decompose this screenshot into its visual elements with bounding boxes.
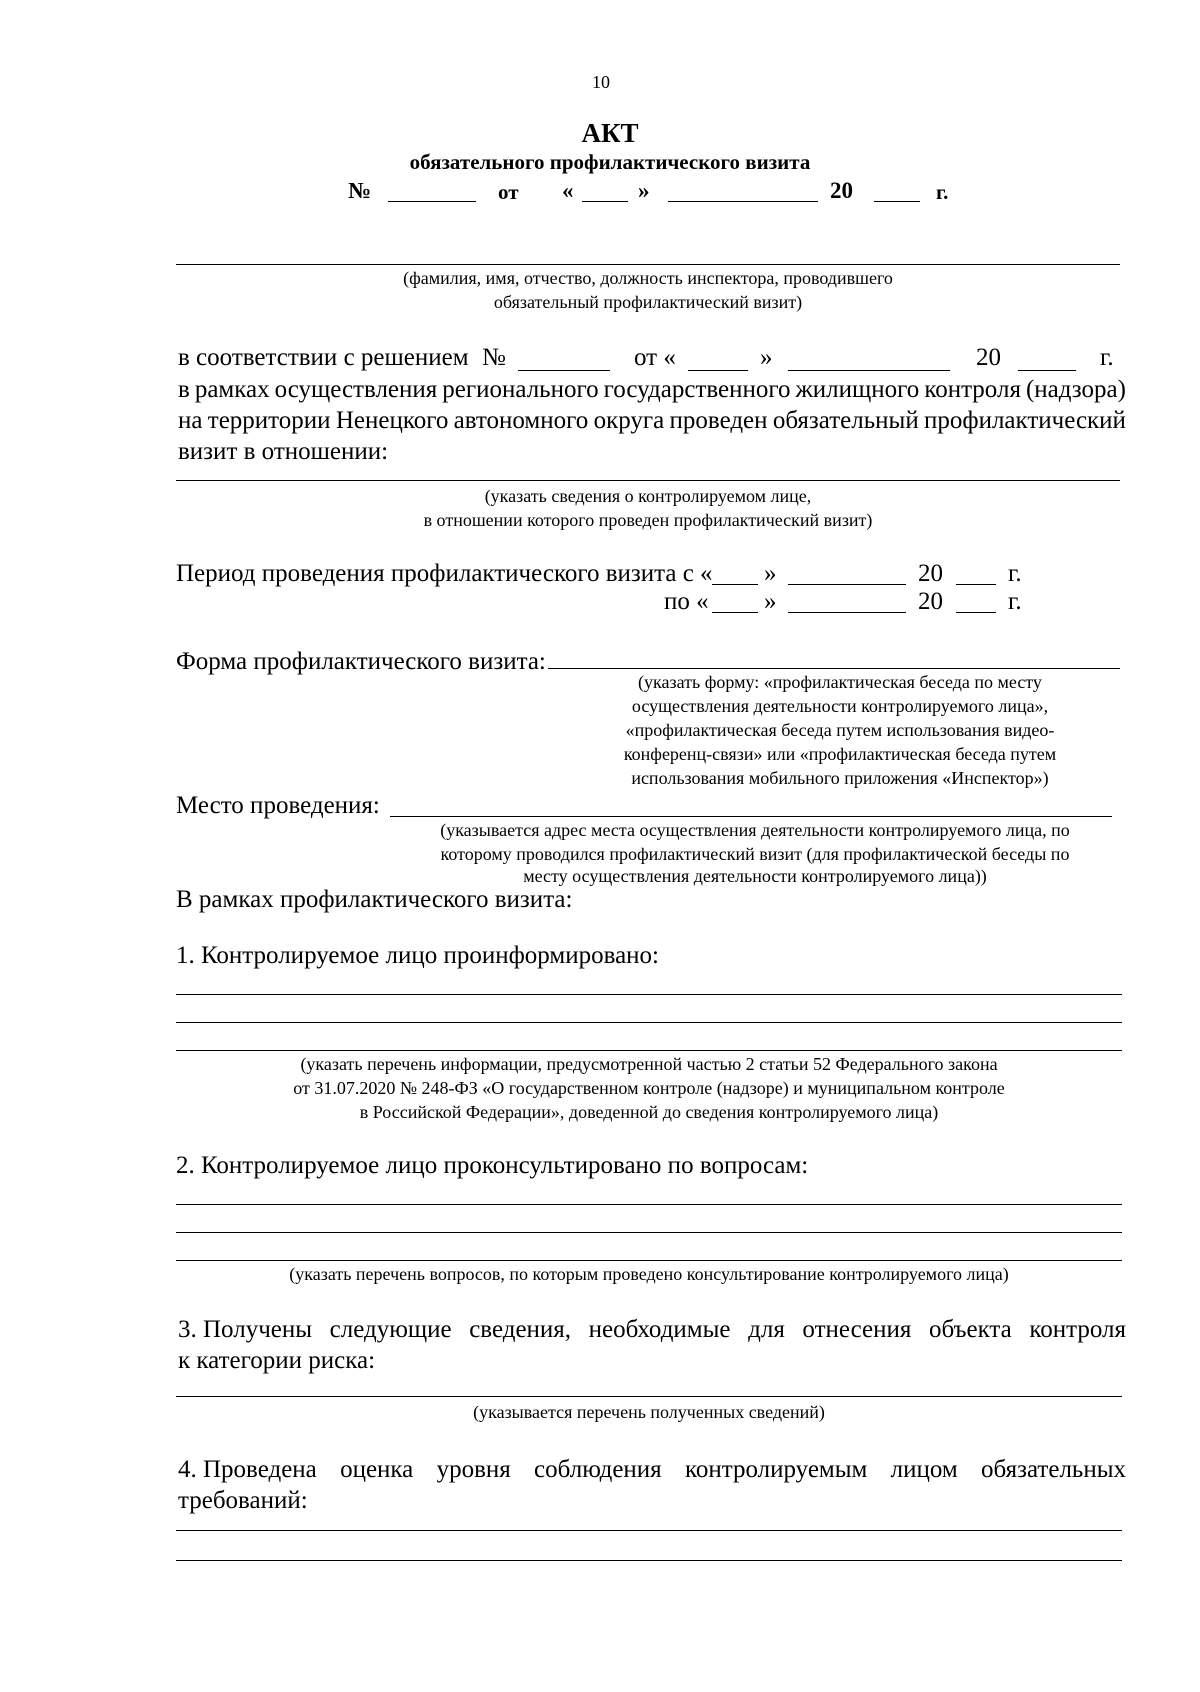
decision-ot: от « — [634, 344, 676, 371]
item3-line-1 — [178, 1314, 1126, 1345]
period-to-year-field[interactable] — [956, 612, 996, 613]
form-label: Форма профилактического визита: — [176, 648, 546, 675]
item2-field-3[interactable] — [176, 1260, 1122, 1261]
year-g: г. — [936, 180, 949, 204]
form-caption-3: «профилактическая беседа путем использования видео- — [625, 720, 1055, 740]
word: отнесения — [802, 1316, 912, 1343]
inspector-caption-2: обязательный профилактический визит) — [493, 292, 803, 312]
period-to-rquote: » — [764, 588, 777, 615]
basis-line-3: визит в отношении: — [178, 438, 389, 465]
document-subtitle: обязательного профилактического визита — [409, 150, 811, 174]
basis-line-1 — [178, 374, 1126, 405]
date-rquote: » — [638, 178, 650, 203]
word: контроля — [1029, 1316, 1126, 1343]
decision-day-field[interactable] — [688, 370, 748, 371]
person-caption-1: (указать сведения о контролируемом лице, — [484, 486, 812, 506]
word: Ненецкого — [335, 407, 449, 434]
decision-month-field[interactable] — [788, 370, 950, 371]
person-caption-2: в отношении которого проведен профилактический визит) — [423, 510, 873, 530]
item2-field-2[interactable] — [176, 1232, 1122, 1233]
inspector-caption-1: (фамилия, имя, отчество, должность инспектора, проводившего — [403, 268, 893, 288]
number-sign: № — [348, 178, 372, 203]
item3-paragraph — [178, 1314, 1126, 1376]
word: 4. Проведена — [178, 1456, 317, 1483]
period-to-day-field[interactable] — [712, 612, 758, 613]
document-title: АКТ — [581, 118, 639, 148]
decision-g: г. — [1100, 344, 1114, 371]
word: обязательный — [772, 407, 919, 434]
item4-line-1 — [178, 1454, 1126, 1485]
number-field[interactable] — [388, 201, 476, 202]
period-from-month-field[interactable] — [788, 584, 906, 585]
date-lquote: « — [562, 178, 574, 203]
word: (надзора) — [1025, 376, 1126, 403]
word: рамках — [194, 376, 270, 403]
date-ot: от — [498, 180, 519, 204]
item4-field-1[interactable] — [176, 1530, 1122, 1531]
year-prefix: 20 — [830, 178, 853, 203]
month-field[interactable] — [668, 201, 818, 202]
item2-field-1[interactable] — [176, 1204, 1122, 1205]
day-field[interactable] — [582, 201, 628, 202]
period-to-year: 20 — [918, 588, 943, 615]
item2-caption: (указать перечень вопросов, по которым проведено консультирование контролируемого лица) — [289, 1264, 1009, 1284]
word: в — [178, 376, 190, 403]
inspector-field[interactable] — [176, 264, 1120, 265]
place-field[interactable] — [390, 816, 1112, 817]
period-from-rquote: » — [764, 560, 777, 587]
word: территории — [207, 407, 331, 434]
item3-field[interactable] — [176, 1396, 1122, 1397]
word: контролируемым — [684, 1456, 868, 1483]
word: следующие — [329, 1316, 452, 1343]
place-caption-2: которому проводился профилактический визит (для профилактической беседы по — [440, 844, 1070, 864]
within-visit-heading: В рамках профилактического визита: — [176, 886, 573, 913]
word: для — [748, 1316, 785, 1343]
decision-prefix: в соответствии с решением — [178, 344, 469, 371]
period-from-year-field[interactable] — [956, 584, 996, 585]
period-to-g: г. — [1008, 588, 1022, 615]
word: обязательных — [981, 1456, 1126, 1483]
period-from-g: г. — [1008, 560, 1022, 587]
item1-field-2[interactable] — [176, 1022, 1122, 1023]
year-field[interactable] — [874, 201, 920, 202]
word: проведен — [669, 407, 768, 434]
item4-field-2[interactable] — [176, 1560, 1122, 1561]
period-from-year: 20 — [918, 560, 943, 587]
period-label: Период проведения профилактического визита с « — [176, 560, 713, 587]
word: государственного — [603, 376, 791, 403]
form-caption-4: конференц-связи» или «профилактическая беседа путем — [623, 744, 1057, 764]
word: 3. Получены — [178, 1316, 313, 1343]
word: сведения, — [469, 1316, 572, 1343]
word: лицом — [890, 1456, 958, 1483]
word: округа — [593, 407, 665, 434]
decision-year: 20 — [976, 344, 1001, 371]
period-to-label: по « — [664, 588, 709, 615]
word: объекта — [928, 1316, 1012, 1343]
item1-caption-3: в Российской Федерации», доведенной до сведения контролируемого лица) — [359, 1102, 939, 1122]
word: контроля — [924, 376, 1021, 403]
word: регионального — [442, 376, 599, 403]
item2-label: 2. Контролируемое лицо проконсультировано по вопросам: — [176, 1152, 809, 1179]
form-caption-2: осуществления деятельности контролируемого лица», — [631, 696, 1049, 716]
basis-paragraph — [178, 374, 1126, 467]
item1-caption-2: от 31.07.2020 № 248-ФЗ «О государственном контроле (надзоре) и муниципальном контроле — [293, 1078, 1005, 1098]
period-from-day-field[interactable] — [712, 584, 758, 585]
basis-line-2 — [178, 405, 1126, 436]
word: необходимые — [588, 1316, 731, 1343]
place-label: Место проведения: — [176, 792, 380, 819]
item1-field-1[interactable] — [176, 994, 1122, 995]
decision-year-field[interactable] — [1018, 370, 1076, 371]
page-number: 10 — [592, 72, 610, 92]
word: уровня — [436, 1456, 511, 1483]
item1-label: 1. Контролируемое лицо проинформировано: — [176, 942, 660, 969]
word: на — [178, 407, 203, 434]
item4-paragraph — [178, 1454, 1126, 1516]
item1-field-3[interactable] — [176, 1050, 1122, 1051]
period-to-month-field[interactable] — [788, 612, 906, 613]
form-caption-5: использования мобильного приложения «Инспектор») — [631, 768, 1049, 788]
decision-rquote: » — [760, 344, 773, 371]
word: автономного — [453, 407, 589, 434]
form-caption-1: (указать форму: «профилактическая беседа по месту — [638, 672, 1042, 692]
place-caption-3: месту осуществления деятельности контролируемого лица)) — [523, 866, 987, 886]
person-field[interactable] — [176, 480, 1120, 481]
place-caption-1: (указывается адрес места осуществления деятельности контролируемого лица, по — [440, 820, 1070, 840]
word: осуществления — [274, 376, 438, 403]
decision-number-field[interactable] — [518, 370, 610, 371]
word: оценка — [340, 1456, 414, 1483]
word: жилищного — [795, 376, 920, 403]
item3-line-2: к категории риска: — [178, 1347, 376, 1374]
item1-caption-1: (указать перечень информации, предусмотренной частью 2 статьи 52 Федерального закона — [300, 1054, 998, 1074]
word: профилактический — [924, 407, 1126, 434]
decision-num-sign: № — [482, 344, 506, 371]
item4-line-2: требований: — [178, 1487, 308, 1514]
item3-caption: (указывается перечень полученных сведений) — [473, 1402, 825, 1422]
form-field[interactable] — [548, 668, 1120, 669]
word: соблюдения — [534, 1456, 662, 1483]
